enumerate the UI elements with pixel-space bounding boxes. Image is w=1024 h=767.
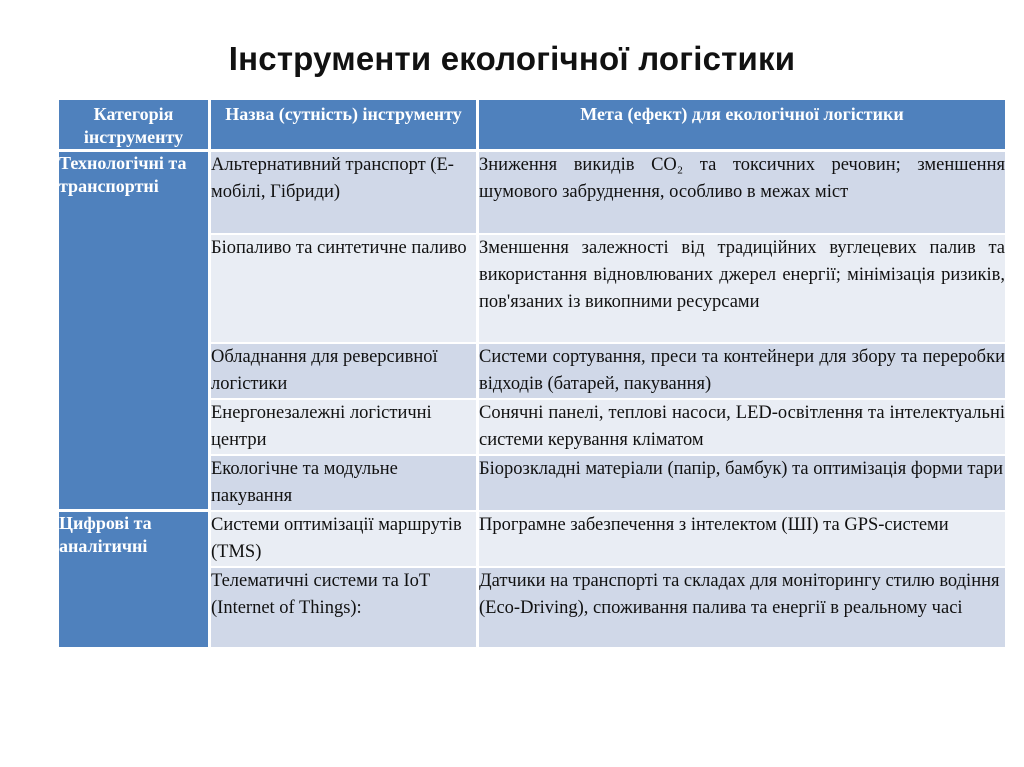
header-name: Назва (сутність) інструменту [211,100,479,152]
tool-name: Біопаливо та синтетичне паливо [211,235,479,344]
tool-goal: Зменшення залежності від традиційних вуглецевих палив та використання відновлюваних джерел енергії; мінімізація ризиків, пов'язаних із викопними ресурсами [479,235,1005,344]
category-digital: Цифрові та аналітичні [59,512,211,647]
table-row [59,512,1005,568]
tool-goal: Програмне забезпечення з інтелектом (ШІ) та GPS-системи [479,512,1005,568]
tool-name: Альтернативний транспорт (Е-мобілі, Гібриди) [211,152,479,235]
tool-name: Енергонезалежні логістичні центри [211,400,479,456]
tool-name: Системи оптимізації маршрутів (TMS) [211,512,479,568]
tool-name: Екологічне та модульне пакування [211,456,479,512]
tool-goal: Біорозкладні матеріали (папір, бамбук) та оптимізація форми тари [479,456,1005,512]
table-row [59,152,1005,235]
category-technological: Технологічні та транспортні [59,152,211,512]
eco-logistics-table [59,100,1005,647]
tool-goal: Датчики на транспорті та складах для моніторингу стилю водіння (Eco-Driving), споживання палива та енергії в реальному часі [479,568,1005,647]
header-goal: Мета (ефект) для екологічної логістики [479,100,1005,152]
tool-goal: Сонячні панелі, теплові насоси, LED-освітлення та інтелектуальні системи керування кліматом [479,400,1005,456]
tool-name: Обладнання для реверсивної логістики [211,344,479,400]
tool-goal: Зниження викидів CO₂ та токсичних речовин; зменшення шумового забруднення, особливо в межах міст [479,152,1005,235]
tool-goal: Системи сортування, преси та контейнери для збору та переробки відходів (батарей, пакування) [479,344,1005,400]
tool-name: Телематичні системи та IoT (Internet of Things): [211,568,479,647]
table-header-row [59,100,1005,152]
header-category: Категорія інструменту [59,100,211,152]
slide-title: Інструменти екологічної логістики [228,40,796,77]
